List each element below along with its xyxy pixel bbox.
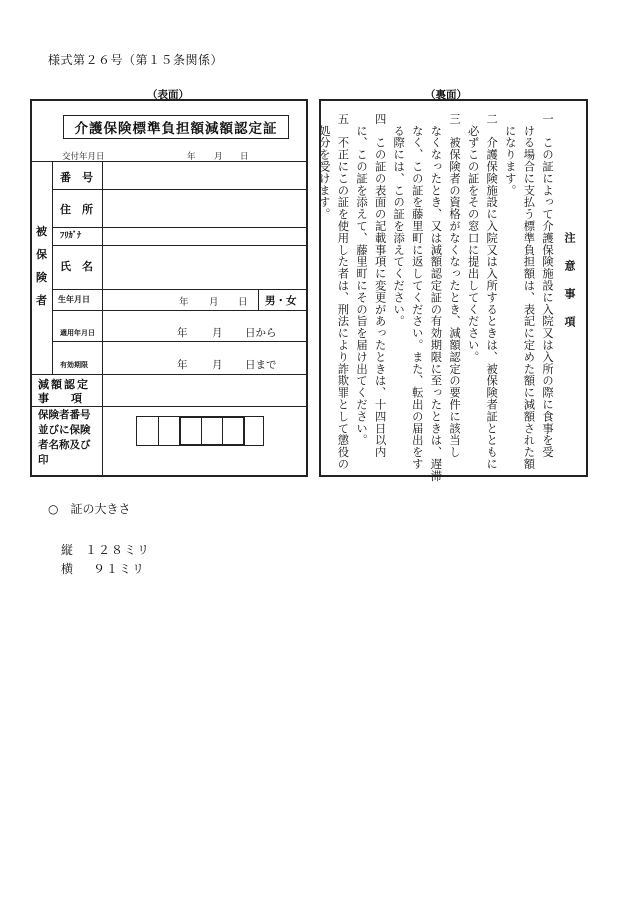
height-value: １２８ミリ <box>85 543 151 557</box>
row-line <box>52 341 306 342</box>
row-line <box>52 227 306 228</box>
birth-month: 月 <box>209 297 219 308</box>
gender-divider <box>258 289 259 310</box>
expiry-date-label: 有効期限 <box>60 361 88 369</box>
row-line <box>32 406 306 407</box>
issue-date-year: 年 <box>187 152 196 162</box>
note-line: 必ずこの証をその窓口に提出してください。 <box>466 113 480 363</box>
row-line <box>52 310 306 311</box>
form-number: 様式第２６号（第１５条関係） <box>48 53 224 67</box>
insurer-number-boxes <box>136 416 264 446</box>
note-line: 三 被保険者の資格がなくなったとき、減額認定の要件に該当し <box>448 113 461 459</box>
expiry-day-until: 日まで <box>245 359 277 371</box>
row-line <box>52 289 306 290</box>
birthdate-label: 生年月日 <box>58 295 90 304</box>
birth-year: 年 <box>179 297 189 308</box>
insurer-label-3: 者名称及び <box>38 439 91 451</box>
insured-char: 被 <box>36 225 47 238</box>
applicable-day-from: 日から <box>245 327 277 339</box>
name-label: 氏 名 <box>60 260 93 273</box>
expiry-month: 月 <box>212 359 223 371</box>
gender-field: 男・女 <box>265 295 297 307</box>
issue-date-month: 月 <box>214 152 223 162</box>
notes-title: 注 意 事 項 <box>563 232 576 330</box>
number-label: 番 号 <box>60 171 93 184</box>
digit-cell <box>243 417 245 445</box>
row-line <box>32 374 306 375</box>
furigana-label: ﾌﾘｶﾞﾅ <box>60 231 82 241</box>
reduction-label-2: 事 項 <box>38 392 82 405</box>
width-label: 横 <box>61 562 74 576</box>
back-card <box>317 99 588 482</box>
note-line: 二 介護保険施設に入院又は入所するときは、被保険者証とともに <box>485 113 499 470</box>
note-line: 処分を受けます。 <box>317 113 331 221</box>
note-line: に、この証を添えて、藤里町にその旨を届け出てください。 <box>355 113 368 447</box>
insured-column-line <box>52 161 53 374</box>
note-line: 五 不正にこの証を使用した者は、刑法により詐欺罪として懲役の <box>336 113 350 470</box>
insurer-label-1: 保険者番号 <box>38 409 91 421</box>
reduction-label: 減額認定 <box>38 378 90 391</box>
note-line: ける場合に支払う標準負担額は、表記に定めた額に減額された額 <box>522 113 536 470</box>
front-card <box>30 99 308 477</box>
insured-char: 者 <box>36 294 47 307</box>
applicable-date-label: 適用年月日 <box>60 329 95 337</box>
birth-day: 日 <box>238 297 248 308</box>
issue-date-day: 日 <box>240 152 249 162</box>
insurer-label-2: 並びに保険 <box>38 424 91 436</box>
row-line <box>52 245 306 246</box>
expiry-year: 年 <box>177 359 188 371</box>
note-line: 一 この証によって介護保険施設に入院又は入所の際に食事を受 <box>541 113 554 459</box>
digit-cell <box>158 417 159 445</box>
label-column-line <box>102 161 103 475</box>
front-side-label: （表面） <box>147 89 189 101</box>
applicable-month: 月 <box>212 327 223 339</box>
applicable-year: 年 <box>177 327 188 339</box>
note-line: になります。 <box>503 113 517 197</box>
size-heading: ○ 証の大きさ <box>48 502 131 516</box>
note-line: なくなったとき、又は減額認定証の有効期限に至ったときは、遅滞 <box>429 113 443 482</box>
insured-char: 険 <box>36 271 47 284</box>
note-line: なく、この証を藤里町に返してください。また、転出の届出をす <box>410 113 424 470</box>
row-line <box>52 189 306 190</box>
height-label: 縦 <box>61 543 74 557</box>
note-line: 四 この証の表面の記載事項に変更があったときは、十四日以内 <box>373 113 387 459</box>
table-top-line <box>32 161 306 162</box>
address-label: 住 所 <box>60 203 93 216</box>
digit-cell-group <box>179 417 243 445</box>
issue-date-label: 交付年月日 <box>62 152 105 162</box>
card-title: 介護保険標準負担額減額認定証 <box>63 115 289 139</box>
width-value: ９１ミリ <box>93 562 146 576</box>
insurer-label-4: 印 <box>38 454 49 466</box>
note-line: る際には、この証を添えてください。 <box>392 113 406 328</box>
insured-char: 保 <box>36 248 47 261</box>
back-side-label: （裏面） <box>425 89 467 101</box>
